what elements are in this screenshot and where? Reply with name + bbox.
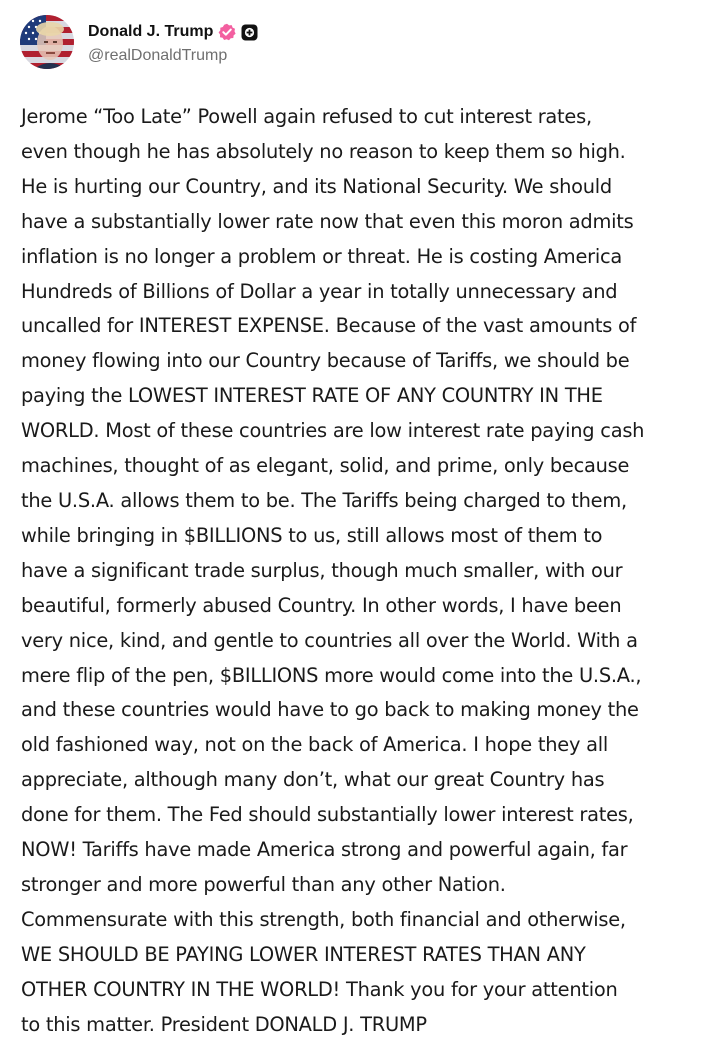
author-display-name[interactable]: Donald J. Trump <box>88 23 214 40</box>
author-identity <box>88 19 258 65</box>
avatar-flag-portrait-icon <box>20 15 74 69</box>
author-handle[interactable]: @realDonaldTrump <box>88 47 228 64</box>
post-header <box>20 14 258 70</box>
plus-icon[interactable] <box>241 24 258 41</box>
avatar[interactable] <box>20 15 74 69</box>
name-row <box>88 19 258 45</box>
post-body-text: Jerome “Too Late” Powell again refused to cut interest rates, even though he has absolutely no reason to keep them so high. He is hurting our Country, and its National Security. We should have a substantially lower rate now that even this moron admits inflation is no longer a problem or threat. He is costing America Hundreds of Billions of Dollar a year in totally unnecessary and uncalled for INTEREST EXPENSE. Because of the vast amounts of money flowing into our Country because of Tariffs, we should be paying the LOWEST INTEREST RATE OF ANY COUNTRY IN THE WORLD. Most of these countries are low interest rate paying cash machines, thought of as elegant, solid, and prime, only because the U.S.A. allows them to be. The Tariffs being charged to them, while bringing in $BILLIONS to us, still allows most of them to have a significant trade surplus, though much smaller, with our beautiful, formerly abused Country. In other words, I have been very nice, kind, and gentle to countries all over the World. With a mere flip of the pen, $BILLIONS more would come into the U.S.A., and these countries would have to go back to making money the old fashioned way, not on the back of America. I hope they all appreciate, although many don’t, what our great Country has done for them. The Fed should substantially lower interest rates, NOW! Tariffs have made America strong and powerful again, far stronger and more powerful than any other Nation. Commensurate with this strength, both financial and otherwise, WE SHOULD BE PAYING LOWER INTEREST RATES THAN ANY OTHER COUNTRY IN THE WORLD! Thank you for your attention to this matter. President DONALD J. TRUMP <box>21 105 645 1036</box>
verified-badge-icon <box>218 23 236 41</box>
